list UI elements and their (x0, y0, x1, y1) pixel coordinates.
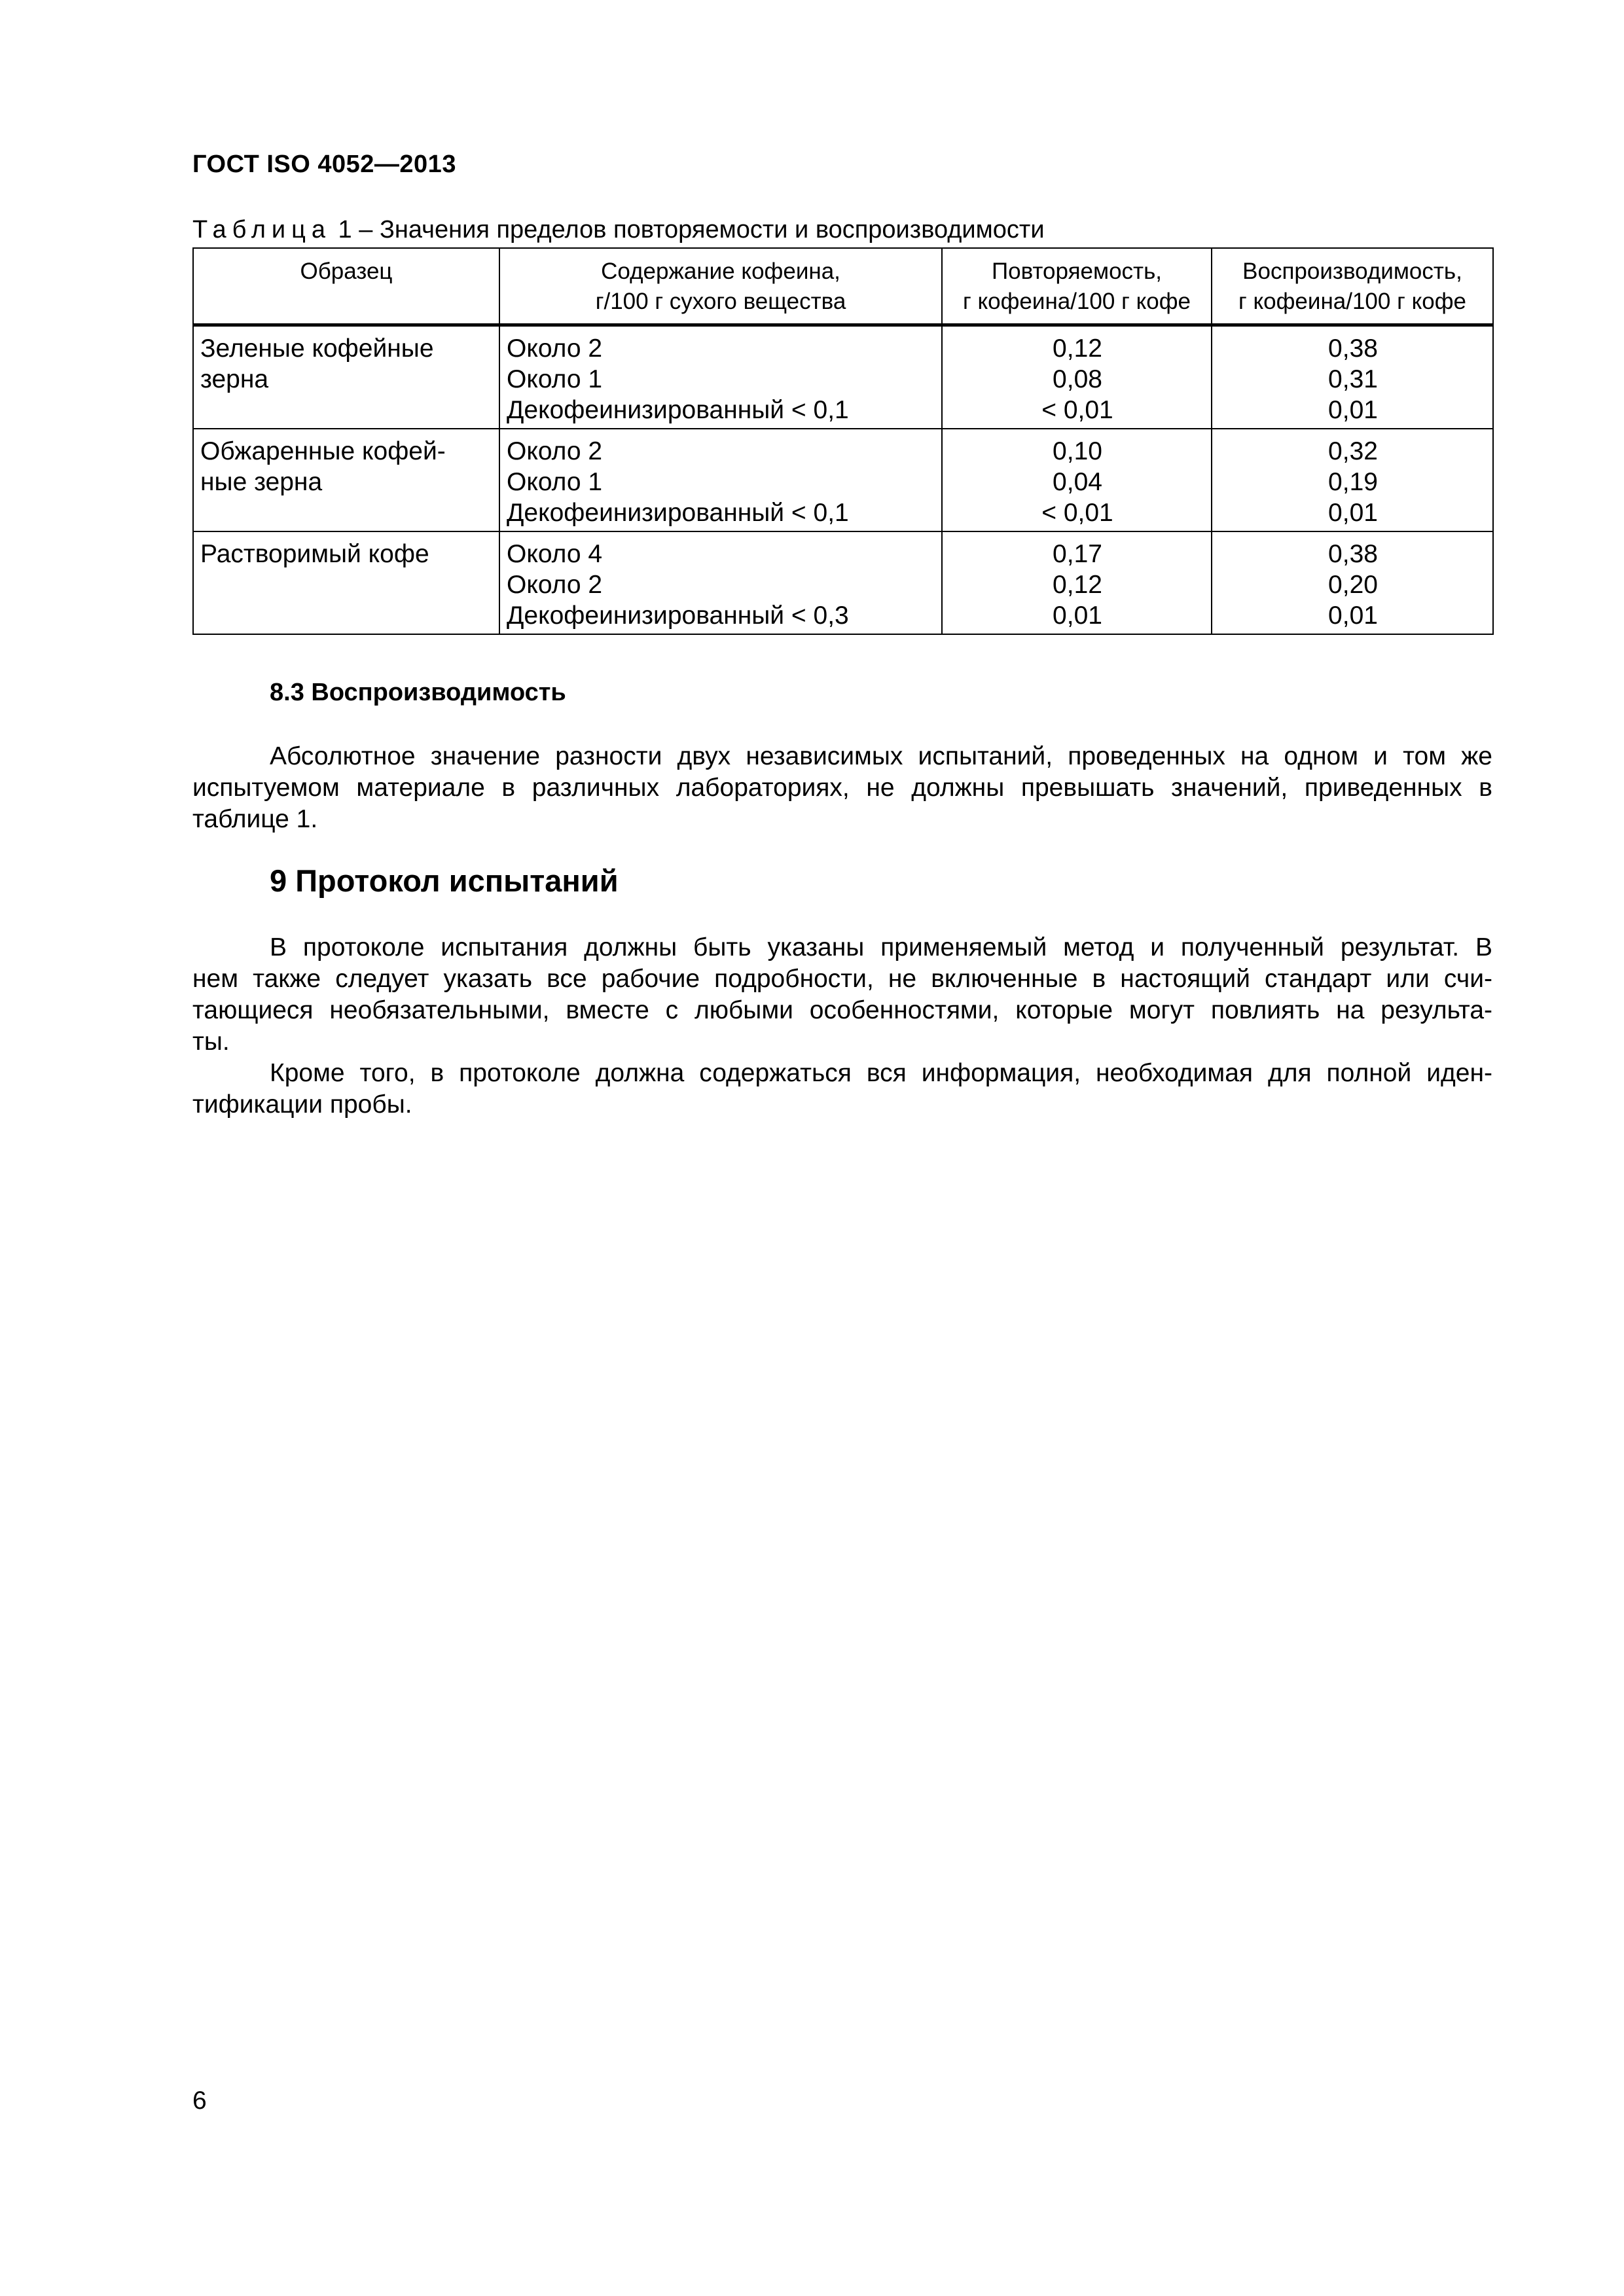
reproducibility-cell: 0,32 0,19 0,01 (1212, 429, 1493, 531)
table-row (193, 429, 1493, 531)
paragraph-line: ты. (192, 1028, 230, 1056)
section-9-paragraph-2 (192, 1058, 1492, 1121)
section-9-paragraph-1 (192, 932, 1492, 1058)
table-caption-label: Таблица (192, 216, 331, 243)
table-row (193, 531, 1493, 634)
sample-cell: Растворимый кофе (193, 531, 499, 634)
header-sample: Образец (193, 248, 499, 325)
paragraph-line: нем также следует указать все рабочие подробности, не включенные в настоящий стандарт или счи- (192, 965, 1492, 993)
section-9-heading: 9 Протокол испытаний (270, 863, 619, 898)
repeatability-cell: 0,17 0,12 0,01 (942, 531, 1212, 634)
reproducibility-cell: 0,38 0,20 0,01 (1212, 531, 1493, 634)
paragraph-line: В протоколе испытания должны быть указаны применяемый метод и полученный результат. В (270, 933, 1492, 961)
document-header: ГОСТ ISO 4052—2013 (192, 151, 456, 178)
header-repeatability: Повторяемость, г кофеина/100 г кофе (942, 248, 1212, 325)
repeatability-cell: 0,10 0,04 < 0,01 (942, 429, 1212, 531)
sample-cell: Зеленые кофейные зерна (193, 325, 499, 429)
repeatability-cell: 0,12 0,08 < 0,01 (942, 325, 1212, 429)
page-number: 6 (192, 2087, 207, 2115)
table-caption-text: 1 – Значения пределов повторяемости и воспроизводимости (331, 216, 1045, 243)
paragraph-line: тающиеся необязательными, вместе с любыми особенностями, которые могут повлиять на результа- (192, 996, 1492, 1024)
reproducibility-cell: 0,38 0,31 0,01 (1212, 325, 1493, 429)
content-cell: Около 2 Около 1 Декофеинизированный < 0,1 (499, 429, 942, 531)
content-cell: Около 2 Около 1 Декофеинизированный < 0,1 (499, 325, 942, 429)
section-8-3-paragraph (192, 741, 1492, 835)
paragraph-line: тификации пробы. (192, 1090, 412, 1119)
table-row (193, 325, 1493, 429)
table-header-row (193, 248, 1493, 325)
sample-cell: Обжаренные кофей- ные зерна (193, 429, 499, 531)
paragraph-line: испытуемом материале в различных лабораториях, не должны превышать значений, приведенных в (192, 774, 1492, 802)
caffeine-limits-table (192, 247, 1494, 635)
paragraph-line: Кроме того, в протоколе должна содержаться вся информация, необходимая для полной иден- (270, 1059, 1492, 1087)
table-caption (192, 216, 1045, 244)
paragraph-line: Абсолютное значение разности двух независимых испытаний, проведенных на одном и том же (270, 742, 1492, 770)
section-8-3-heading: 8.3 Воспроизводимость (270, 679, 566, 706)
header-caffeine-content: Содержание кофеина, г/100 г сухого вещества (499, 248, 942, 325)
paragraph-line: таблице 1. (192, 805, 318, 833)
header-reproducibility: Воспроизводимость, г кофеина/100 г кофе (1212, 248, 1493, 325)
content-cell: Около 4 Около 2 Декофеинизированный < 0,3 (499, 531, 942, 634)
